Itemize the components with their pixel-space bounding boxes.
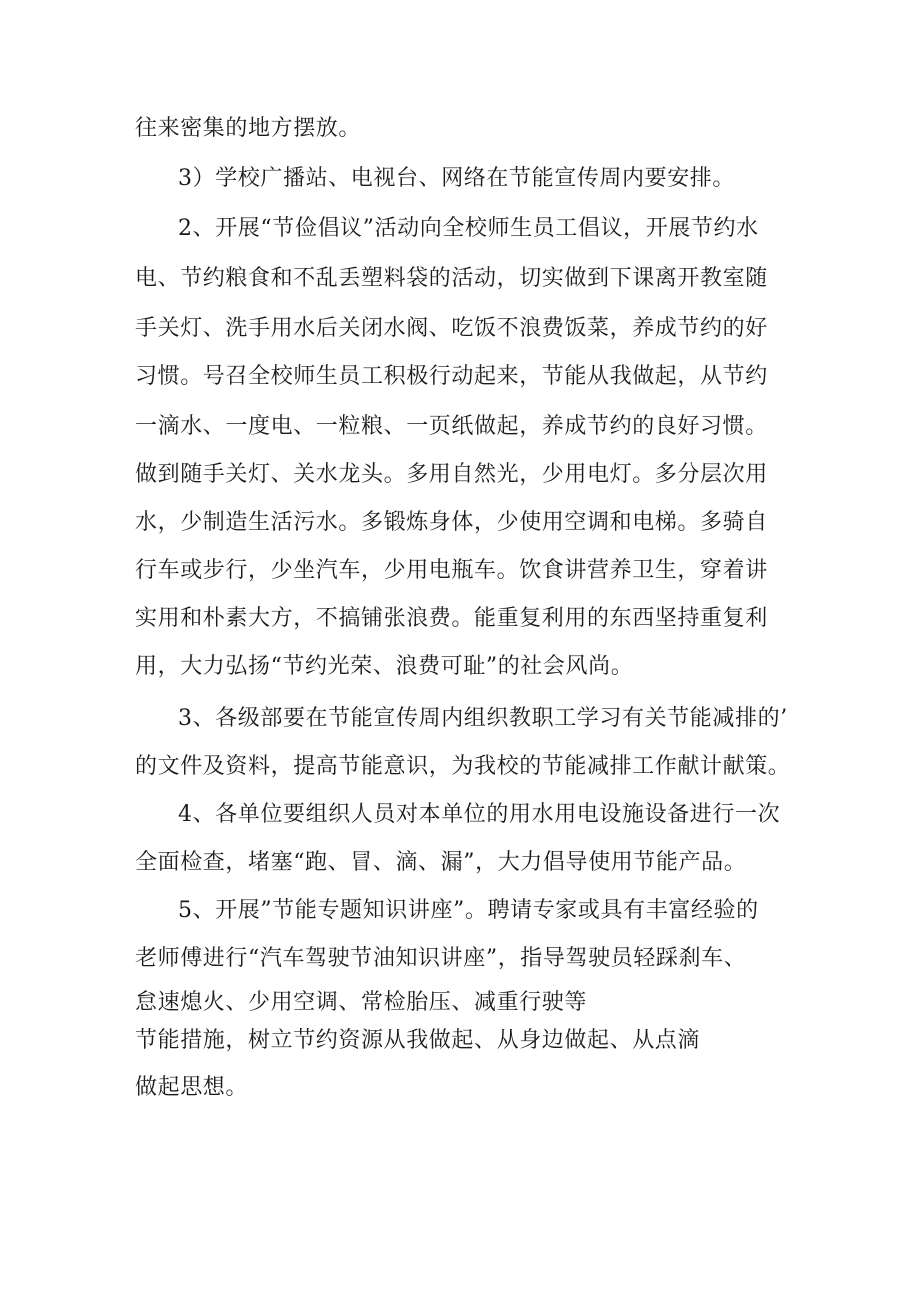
paragraph-line: 手关灯、洗手用水后关闭水阀、吃饭不浪费饭菜，养成节约的好: [135, 316, 768, 341]
paragraph-line: 往来密集的地方摆放。: [135, 116, 362, 141]
paragraph-line: 一滴水、一度电、一粒粮、一页纸做起，养成节约的良好习惯。: [135, 414, 768, 439]
paragraph-line: 的文件及资料，提高节能意识，为我校的节能减排工作献计献策。: [135, 754, 791, 779]
paragraph-line: 老师傅进行“汽车驾驶节油知识讲座”，指导驾驶员轻踩刹车、: [135, 946, 747, 971]
paragraph-line: 怠速熄火、少用空调、常检胎压、减重行驶等: [135, 990, 588, 1015]
paragraph-line: 电、节约粮食和不乱丢塑料袋的活动，切实做到下课离开教室随: [135, 266, 768, 291]
paragraph-line: 5、开展”节能专题知识讲座”。聘请专家或具有丰富经验的: [178, 898, 759, 923]
paragraph-line: 节能措施，树立节约资源从我做起、从身边做起、从点滴: [135, 1028, 701, 1053]
paragraph-line: 行车或步行，少坐汽车，少用电瓶车。饮食讲营养卫生，穿着讲: [135, 558, 768, 583]
paragraph-line: 用，大力弘扬“节约光荣、浪费可耻”的社会风尚。: [135, 654, 634, 679]
paragraph-line: 做到随手关灯、关水龙头。多用自然光，少用电灯。多分层次用: [135, 462, 768, 487]
paragraph-line: 4、各单位要组织人员对本单位的用水用电设施设备进行一次: [178, 802, 781, 827]
paragraph-line: 做起思想。: [135, 1075, 249, 1100]
paragraph-line: 全面检查，堵塞“跑、冒、滴、漏”，大力倡导使用节能产品。: [135, 850, 747, 875]
paragraph-line: 水，少制造生活污水。多锻炼身体，少使用空调和电梯。多骑自: [135, 510, 768, 535]
paragraph-line: 实用和朴素大方，不搞铺张浪费。能重复利用的东西坚持重复利: [135, 606, 768, 631]
paragraph-line: 习惯。号召全校师生员工积极行动起来，节能从我做起，从节约: [135, 364, 768, 389]
paragraph-line: 3、各级部要在节能宣传周内组织教职工学习有关节能减排的’: [178, 706, 788, 731]
paragraph-line: 3）学校广播站、电视台、网络在节能宣传周内要安排。: [178, 166, 735, 191]
paragraph-line: 2、开展“节俭倡议”活动向全校师生员工倡议，开展节约水: [178, 216, 759, 241]
